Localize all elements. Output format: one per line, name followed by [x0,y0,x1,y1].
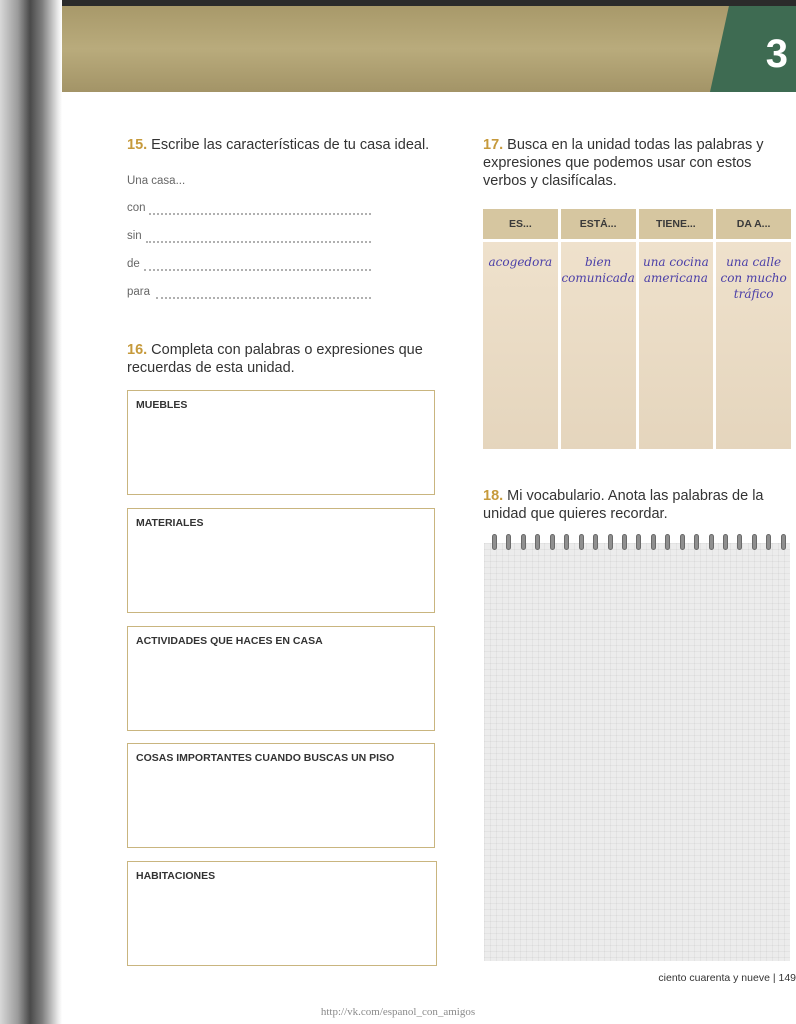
spiral-ring [492,534,497,550]
spiral-ring [622,534,627,550]
ex18-number: 18. [483,488,504,504]
ex15-line-label: para [127,286,151,298]
spiral-ring [737,534,742,550]
handwritten-entry: una calle con mucho tráfico [720,255,787,301]
book-gutter [0,0,62,1024]
ex17-table [483,209,791,449]
spiral-ring [752,534,757,550]
ex16-box-materiales[interactable] [127,508,435,613]
ex15-answer-line[interactable] [149,212,371,215]
ex15-intro: Una casa... [127,175,186,187]
box-label: MATERIALES [136,517,204,529]
ex15-line-label: sin [127,230,142,242]
ex16-box-cosas-importantes[interactable] [127,743,435,848]
column-header: TIENE... [639,209,714,239]
spiral-ring [651,534,656,550]
spiral-ring [694,534,699,550]
spiral-ring [709,534,714,550]
box-label: ACTIVIDADES QUE HACES EN CASA [136,635,323,647]
spiral-ring [506,534,511,550]
vocabulary-notebook[interactable] [484,543,790,961]
ex15-answer-line[interactable] [156,296,371,299]
column-header: DA A... [716,209,791,239]
table-column-da-a [716,209,791,449]
column-header: ESTÁ... [561,209,636,239]
chapter-number: 3 [765,32,788,76]
table-column-es [483,209,558,449]
watermark-url[interactable]: http://vk.com/espanol_con_amigos [320,1006,476,1018]
handwritten-entry: una cocina americana [642,255,709,285]
spiral-ring [680,534,685,550]
spiral-ring [521,534,526,550]
spiral-ring [636,534,641,550]
table-column-esta [561,209,636,449]
column-header: ES... [483,209,558,239]
ex15-title: 15. Escribe las características de tu casa ideal. [127,137,430,153]
ex15-number: 15. [127,137,148,153]
spiral-ring [766,534,771,550]
box-label: HABITACIONES [136,870,216,882]
handwritten-entry: bien comunicada [561,255,635,285]
ex17-number: 17. [483,137,504,153]
spiral-ring [665,534,670,550]
ex16-number: 16. [127,342,148,358]
spiral-ring [723,534,728,550]
ex15-answer-line[interactable] [144,268,371,271]
ex15-line-label: con [127,202,146,214]
spiral-ring [781,534,786,550]
ex16-box-habitaciones[interactable] [127,861,437,966]
table-column-tiene [639,209,714,449]
column-body[interactable] [561,242,636,449]
column-body[interactable] [639,242,714,449]
spiral-ring [579,534,584,550]
spiral-ring [608,534,613,550]
ex15-line-label: de [127,258,140,270]
ex16-box-muebles[interactable] [127,390,435,495]
spiral-ring [550,534,555,550]
spiral-ring [564,534,569,550]
ex16-box-actividades[interactable] [127,626,435,731]
notebook-spiral [492,534,786,552]
ex18-title: 18. Mi vocabulario. Anota las palabras de la unidad que quieres recordar. [483,488,764,522]
ex16-title: 16. Completa con palabras o expresiones que recuerdas de esta unidad. [127,342,423,376]
ex15-answer-line[interactable] [146,240,371,243]
spiral-ring [593,534,598,550]
spiral-ring [535,534,540,550]
box-label: MUEBLES [136,399,188,411]
column-body[interactable] [716,242,791,449]
page-footer: ciento cuarenta y nueve | 149 [658,972,796,984]
handwritten-entry: acogedora [488,255,553,269]
ex17-title: 17. Busca en la unidad todas las palabras y expresiones que podemos usar con estos verbos y clasifícalas. [483,137,764,189]
box-label: COSAS IMPORTANTES CUANDO BUSCAS UN PISO [136,752,395,764]
header-band [0,6,796,92]
column-body[interactable] [483,242,558,449]
